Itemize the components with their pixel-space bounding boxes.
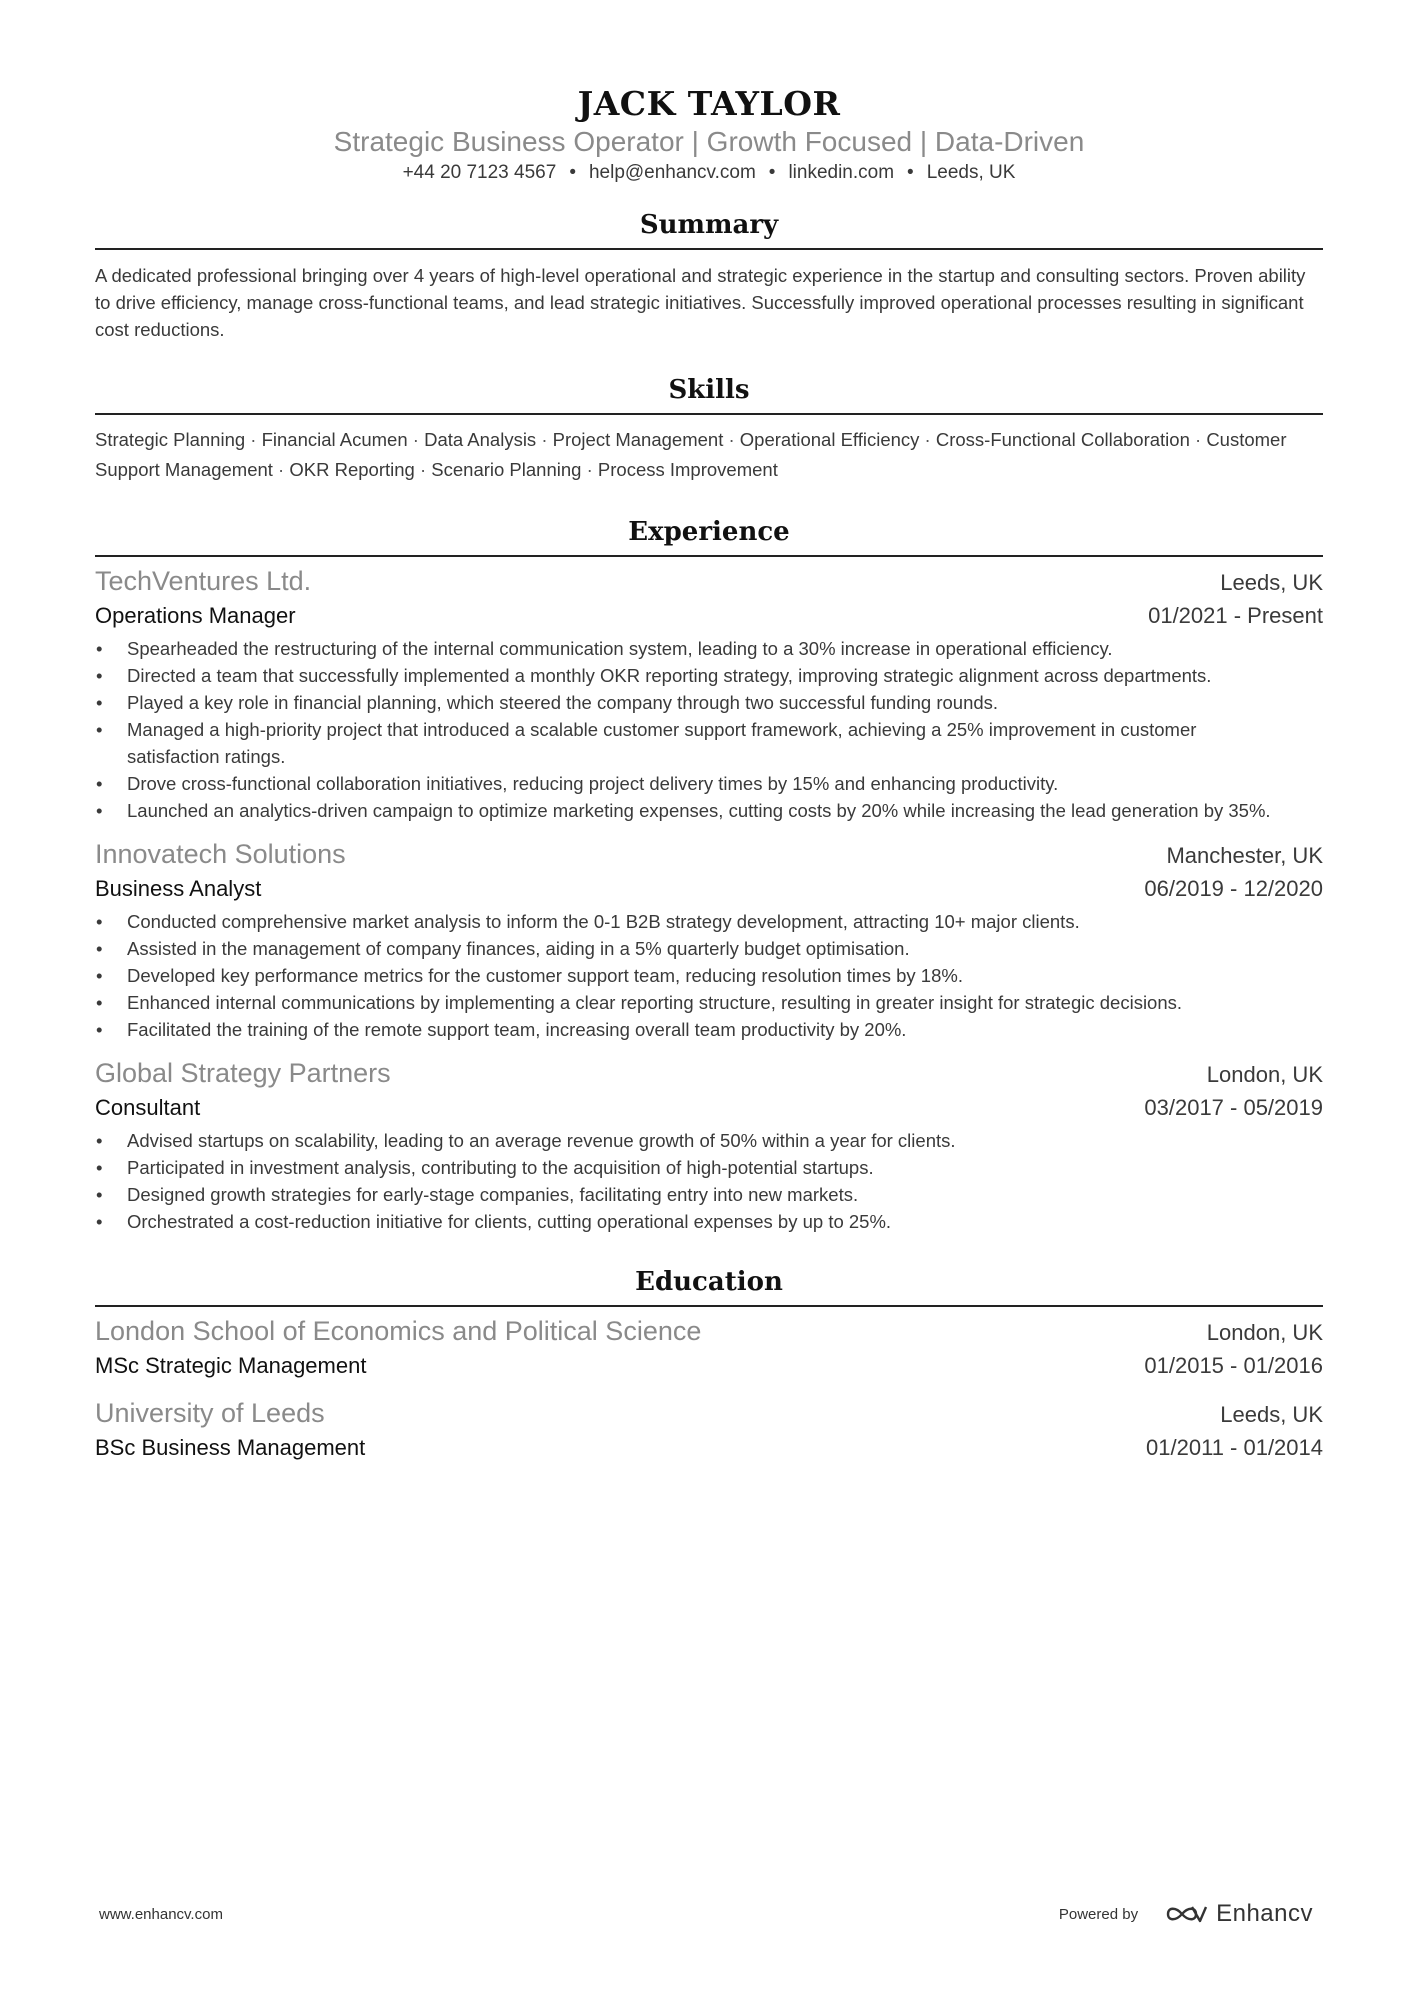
- job-title: Operations Manager: [95, 603, 296, 628]
- skill-item: Process Improvement: [597, 459, 778, 480]
- candidate-name: JACK TAYLOR: [577, 84, 841, 123]
- skill-separator: ·: [536, 429, 553, 450]
- resume-header: [95, 0, 1323, 186]
- section-title-skills: Skills: [95, 373, 1323, 415]
- experience-list: [95, 563, 1323, 1235]
- experience-entry: [95, 563, 1323, 824]
- education-header-row: [95, 1395, 1323, 1433]
- contact-email[interactable]: help@enhancv.com: [588, 162, 756, 183]
- experience-entry: [95, 1055, 1323, 1235]
- job-location: Leeds, UK: [1220, 570, 1323, 595]
- job-location: London, UK: [1206, 1062, 1323, 1087]
- bullet-item: • Launched an analytics-driven campaign to optimize marketing expenses, cutting costs by 20% while increasing the lead generation by 35%.: [127, 797, 1323, 824]
- education-section: [95, 1265, 1323, 1463]
- skills-section: [95, 373, 1323, 485]
- company-name: TechVentures Ltd.: [95, 566, 312, 596]
- skill-separator: ·: [407, 429, 425, 450]
- skill-item: Scenario Planning: [431, 459, 582, 480]
- bullet-item: • Participated in investment analysis, contributing to the acquisition of high-potential startups.: [127, 1154, 1323, 1181]
- education-entry: [95, 1313, 1323, 1381]
- skill-item: Project Management: [552, 429, 724, 450]
- enhancv-brand[interactable]: [1162, 1900, 1313, 1928]
- powered-by: [1059, 1900, 1313, 1928]
- powered-by-label: Powered by: [1058, 1905, 1139, 1923]
- job-title: Business Analyst: [95, 876, 262, 901]
- job-bullets: [95, 908, 1323, 1043]
- job-bullets: [95, 1127, 1323, 1235]
- experience-role-row: [95, 601, 1323, 631]
- bullet-item: • Played a key role in financial planning, which steered the company through two successful funding rounds.: [127, 689, 1323, 716]
- contact-linkedin[interactable]: linkedin.com: [788, 162, 895, 183]
- experience-header-row: [95, 1055, 1323, 1093]
- skill-item: Operational Efficiency: [739, 429, 920, 450]
- skills-list: [95, 425, 1323, 485]
- summary-text: A dedicated professional bringing over 4 years of high-level operational and strategic experience in the startup and consulting sectors. Proven ability to drive efficiency, manage cross-functional teams, and lead strategic initiatives. Successfully improved operational processes resulting in significant cost reductions.: [95, 265, 1306, 340]
- school-name: University of Leeds: [95, 1398, 325, 1428]
- bullet-item: • Conducted comprehensive market analysis to inform the 0-1 B2B strategy development, attracting 10+ major clients.: [127, 908, 1323, 935]
- skill-item: Strategic Planning: [95, 429, 246, 450]
- experience-role-row: [95, 874, 1323, 904]
- separator-dot: •: [907, 162, 914, 183]
- footer-website-link[interactable]: www.enhancv.com: [99, 1905, 223, 1923]
- education-degree-row: [95, 1433, 1323, 1463]
- contact-phone: +44 20 7123 4567: [402, 162, 557, 183]
- experience-entry: [95, 836, 1323, 1043]
- section-title-summary: Summary: [95, 208, 1323, 250]
- education-degree-row: [95, 1351, 1323, 1381]
- degree-name: MSc Strategic Management: [95, 1353, 367, 1378]
- experience-section: [95, 515, 1323, 1235]
- company-name: Innovatech Solutions: [95, 839, 346, 869]
- job-dates: 06/2019 - 12/2020: [1144, 876, 1323, 901]
- school-location: London, UK: [1206, 1320, 1323, 1345]
- degree-name: BSc Business Management: [95, 1435, 366, 1460]
- bullet-item: • Managed a high-priority project that introduced a scalable customer support framework, achieving a 25% improvement in customer satisfaction ratings.: [127, 716, 1323, 770]
- skill-separator: ·: [723, 429, 740, 450]
- skill-separator: ·: [919, 429, 936, 450]
- bullet-item: • Designed growth strategies for early-stage companies, facilitating entry into new markets.: [127, 1181, 1323, 1208]
- page-footer: [99, 1900, 1313, 1928]
- candidate-tagline: Strategic Business Operator | Growth Focused | Data-Driven: [333, 126, 1085, 157]
- company-name: Global Strategy Partners: [95, 1058, 391, 1088]
- experience-role-row: [95, 1093, 1323, 1123]
- resume-page: [95, 0, 1323, 1463]
- skill-separator: ·: [414, 459, 432, 480]
- skill-item: Financial Acumen: [261, 429, 408, 450]
- bullet-item: • Assisted in the management of company finances, aiding in a 5% quarterly budget optimisation.: [127, 935, 1323, 962]
- skill-item: OKR Reporting: [289, 459, 415, 480]
- bullet-item: • Orchestrated a cost-reduction initiative for clients, cutting operational expenses by up to 25%.: [127, 1208, 1323, 1235]
- skill-separator: ·: [1189, 429, 1207, 450]
- experience-header-row: [95, 836, 1323, 874]
- bullet-item: • Developed key performance metrics for the customer support team, reducing resolution times by 18%.: [127, 962, 1323, 989]
- school-location: Leeds, UK: [1220, 1402, 1323, 1427]
- separator-dot: •: [768, 162, 776, 183]
- skill-item: Cross-Functional Collaboration: [935, 429, 1190, 450]
- education-entry: [95, 1395, 1323, 1463]
- education-header-row: [95, 1313, 1323, 1351]
- job-bullets: [95, 635, 1323, 824]
- separator-dot: •: [569, 162, 576, 183]
- skill-item: Customer Support Management: [95, 429, 1287, 480]
- skill-separator: ·: [272, 459, 290, 480]
- bullet-item: • Directed a team that successfully implemented a monthly OKR reporting strategy, improving strategic alignment across departments.: [127, 662, 1323, 689]
- contact-line: [95, 160, 1323, 186]
- skill-separator: ·: [581, 459, 598, 480]
- job-title: Consultant: [95, 1095, 201, 1120]
- bullet-item: • Advised startups on scalability, leading to an average revenue growth of 50% within a year for clients.: [127, 1127, 1323, 1154]
- job-dates: 03/2017 - 05/2019: [1144, 1095, 1323, 1120]
- school-name: London School of Economics and Political Science: [95, 1316, 702, 1346]
- bullet-item: • Enhanced internal communications by implementing a clear reporting structure, resulting in greater insight for strategic decisions.: [127, 989, 1323, 1016]
- contact-location: Leeds, UK: [926, 162, 1016, 183]
- education-dates: 01/2015 - 01/2016: [1144, 1353, 1323, 1378]
- bullet-item: • Spearheaded the restructuring of the internal communication system, leading to a 30% increase in operational efficiency.: [127, 635, 1323, 662]
- summary-section: [95, 208, 1323, 343]
- experience-header-row: [95, 563, 1323, 601]
- section-title-education: Education: [95, 1265, 1323, 1307]
- job-location: Manchester, UK: [1166, 843, 1323, 868]
- bullet-item: • Facilitated the training of the remote support team, increasing overall team productivity by 20%.: [127, 1016, 1323, 1043]
- skill-separator: ·: [245, 429, 262, 450]
- education-list: [95, 1313, 1323, 1463]
- brand-name: Enhancv: [1216, 1900, 1313, 1927]
- education-dates: 01/2011 - 01/2014: [1146, 1435, 1323, 1460]
- job-dates: 01/2021 - Present: [1148, 603, 1323, 628]
- bullet-item: • Drove cross-functional collaboration initiatives, reducing project delivery times by 15% and enhancing productivity.: [127, 770, 1323, 797]
- enhancv-logo-icon: [1162, 1902, 1208, 1926]
- skill-item: Data Analysis: [424, 429, 537, 450]
- section-title-experience: Experience: [95, 515, 1323, 557]
